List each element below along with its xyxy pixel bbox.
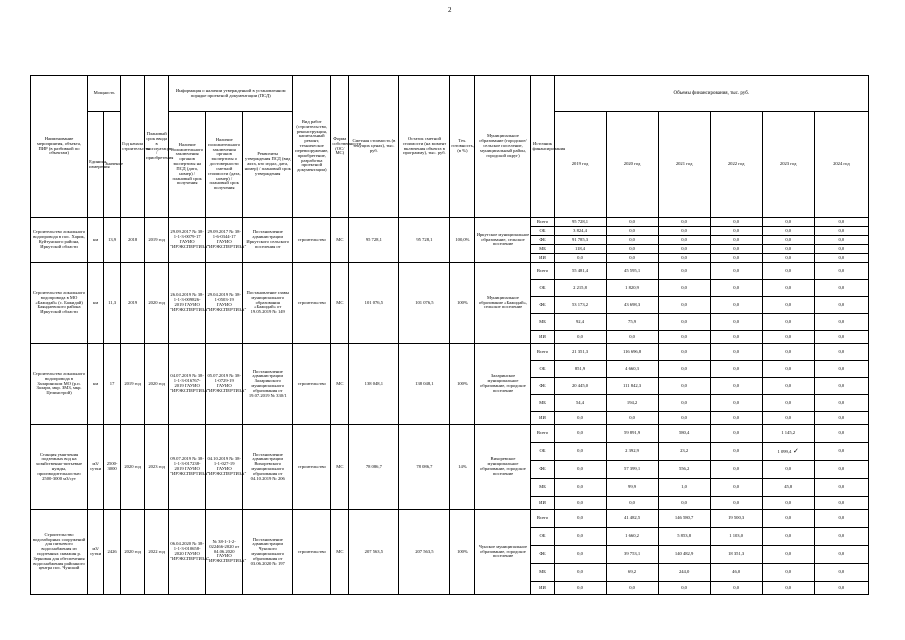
cell-funding-value: 0,0 xyxy=(554,582,606,595)
cell-object-name: Строительство водозаборных сооружений для питьевого водоснабжения из подземных скважин р. Зерновая для обеспечения водоснабжения районного центра пос. Чунский xyxy=(31,510,88,595)
cell-funding-value: 0,0 xyxy=(762,297,814,314)
cell-year-start: 2020 год xyxy=(121,425,145,510)
cell-funding-value: 556,2 xyxy=(658,461,710,479)
cell-funding-value: 0,0 xyxy=(658,227,710,236)
cell-funding-value: 0,0 xyxy=(554,443,606,461)
cell-funding-value: 0,0 xyxy=(606,218,658,227)
cell-funding-value: 45 595,1 xyxy=(606,263,658,280)
cell-funding-value: 41 482,5 xyxy=(606,510,658,528)
cell-funding-value: 0,0 xyxy=(606,245,658,254)
cell-funding-value: 111 842,3 xyxy=(606,378,658,395)
cell-source: ФБ xyxy=(531,378,554,395)
cell-object-name: Станция умягчения подземных вод на хозяйственно-питьевые нужды, производительностью 2500-3000 м3/сут xyxy=(31,425,88,510)
cell-remaining-cost: 95 728,1 xyxy=(399,218,450,263)
cell-funding-value: 0,0 xyxy=(710,218,762,227)
hdr-year: 2020 год xyxy=(606,112,658,218)
cell-municipality: Муниципальное образование «Бажидай», сельское поселение xyxy=(475,263,531,344)
cell-funding-value: 0,0 xyxy=(762,564,814,582)
cell-year-start: 2020 год xyxy=(121,510,145,595)
cell-funding-value: 0,0 xyxy=(554,564,606,582)
hdr-name: Наименование мероприятия, объекта, ПИР (в разбивкой по объектам) xyxy=(31,76,88,218)
cell-value: 2426 xyxy=(104,510,121,595)
cell-funding-value: 0,0 xyxy=(554,546,606,564)
cell-funding-value: 57 399,1 xyxy=(606,461,658,479)
cell-source: ОБ xyxy=(531,280,554,297)
cell-funding-value: 3 824,4 xyxy=(554,227,606,236)
cell-value: 2500-3000 xyxy=(104,425,121,510)
cell-funding-value: 0,0 xyxy=(762,528,814,546)
cell-funding-value: 0,0 xyxy=(606,236,658,245)
cell-funding-value: 0,0 xyxy=(814,425,868,443)
cell-psd-approval: Постановление главы муниципального образования «Бажидай» от 19.05.2019 № 149 xyxy=(243,263,293,344)
cell-source: ОБ xyxy=(531,443,554,461)
cell-ownership: МС xyxy=(331,263,349,344)
cell-funding-value: 0,0 xyxy=(762,254,814,263)
cell-funding-value: 21 351,3 xyxy=(554,344,606,361)
cell-psd-conclusion: 26.04.2019 № 38-1-1-3-009826-2019 ГАУИО "ИРЭКСПЕРТИЗА" xyxy=(169,263,206,344)
cell-funding-value: 0,0 xyxy=(814,479,868,497)
cell-funding-value: 0,0 xyxy=(606,254,658,263)
cell-source: ФБ xyxy=(531,236,554,245)
cell-funding-value: 2 215,8 xyxy=(554,280,606,297)
hdr-estimate-cost: Сметная стоимость (в текущих ценах), тыс. руб. xyxy=(349,76,399,218)
hdr-funding: Объемы финансирования, тыс. руб. xyxy=(554,76,869,112)
hdr-psd-conclusion: Наличие положительного заключения органов экспертизы на ПСД (дата, номер) / плановый срок получения xyxy=(169,112,206,218)
cell-funding-value: 0,0 xyxy=(814,331,868,344)
cell-funding-value: 1 099,4 ✓ xyxy=(762,443,814,461)
cell-remaining-cost: 78 086,7 xyxy=(399,425,450,510)
cell-estimate-cost: 78 086,7 xyxy=(349,425,399,510)
cell-funding-value: 1 103,0 xyxy=(710,528,762,546)
cell-funding-value: 0,0 xyxy=(814,280,868,297)
cell-funding-value: 59 891,9 xyxy=(606,425,658,443)
cell-source: ФБ xyxy=(531,461,554,479)
cell-funding-value: 0,0 xyxy=(710,236,762,245)
cell-deadline: 2023 год xyxy=(145,425,169,510)
cell-psd-conclusion: 04.07.2019 № 38-1-1-3-016767-2019 ГАУИО "ИРЭКСПЕРТИЗА" xyxy=(169,344,206,425)
cell-funding-value: 140 482,9 xyxy=(658,546,710,564)
cell-funding-value: 0,0 xyxy=(762,344,814,361)
hdr-year: 2021 год xyxy=(658,112,710,218)
table-row xyxy=(31,263,869,280)
hdr-deadline: Плановый срок ввода в эксплуатацию / приобретения xyxy=(145,76,169,218)
table-row xyxy=(31,510,869,528)
cell-funding-value: 0,0 xyxy=(814,395,868,412)
cell-funding-value: 0,0 xyxy=(710,254,762,263)
cell-psd-conclusion: 06.04.2020 № 38-1-1-3-010658-2020 ГАУИО "ИРЭКСПЕРТИЗА" xyxy=(169,510,206,595)
hdr-year: 2019 год xyxy=(554,112,606,218)
cell-work-type: строительство xyxy=(293,510,331,595)
hdr-value: Значение xyxy=(104,112,121,218)
cell-funding-value: 0,0 xyxy=(606,331,658,344)
cell-object-name: Строительство локального водопровода в Заларинском МО (р.п. Залари, мкр. ЗМЗ, мкр. Целинстрой) xyxy=(31,344,88,425)
cell-funding-value: 0,0 xyxy=(762,280,814,297)
cell-estimate-conclusion: 04.10.2019 № 38-1-1-027-19 ГАУИО "ИРЭКСПЕРТИЗА" xyxy=(206,425,243,510)
table-row xyxy=(31,425,869,443)
cell-psd-approval: Постановление администрации Чунского муниципального образования от 03.06.2020 № 197 xyxy=(243,510,293,595)
cell-funding-value: 0,0 xyxy=(814,497,868,510)
cell-funding-value: 0,0 xyxy=(710,263,762,280)
cell-source: Всего xyxy=(531,344,554,361)
cell-psd-conclusion: 29.09.2017 № 38-1-1-3-0079-17 ГАУИО "ИРЭКСПЕРТИЗА" xyxy=(169,218,206,263)
cell-work-type: строительство xyxy=(293,344,331,425)
cell-funding-value: 1 820,9 xyxy=(606,280,658,297)
cell-funding-value: 118,4 xyxy=(554,245,606,254)
cell-funding-value: 0,0 xyxy=(606,227,658,236)
cell-psd-approval: Постановление администрации Иркутского сельского поселения от xyxy=(243,218,293,263)
cell-funding-value: 1 660,2 xyxy=(606,528,658,546)
cell-funding-value: 2 392,9 xyxy=(606,443,658,461)
cell-ownership: МС xyxy=(331,510,349,595)
cell-deadline: 2020 год xyxy=(145,263,169,344)
cell-object-name: Строительство локального водопровода в пос. Харик, Куйтунского района, Иркутской области xyxy=(31,218,88,263)
hdr-unit: Единица измерения xyxy=(88,112,104,218)
cell-estimate-conclusion: № 38-1-1-2-022466-2020 от 04.06.2020 ГАУИО "ИРЭКСПЕРТИЗА" xyxy=(206,510,243,595)
cell-value: 11,3 xyxy=(104,263,121,344)
cell-estimate-conclusion: 05.07.2019 № 38-1-0729-19 ГАУИО "ИРЭКСПЕРТИЗА" xyxy=(206,344,243,425)
cell-funding-value: 19 500,3 xyxy=(710,510,762,528)
cell-work-type: строительство xyxy=(293,218,331,263)
cell-funding-value: 0,0 xyxy=(814,344,868,361)
cell-estimate-cost: 207 563,5 xyxy=(349,510,399,595)
cell-object-name: Строительство локального водопровода в МО «Бажидай» (с. Бажидай) Баяндаевского района Иркутской области xyxy=(31,263,88,344)
cell-funding-value: 0,0 xyxy=(710,314,762,331)
cell-funding-value: 0,0 xyxy=(658,361,710,378)
cell-funding-value: 0,0 xyxy=(554,510,606,528)
cell-funding-value: 0,0 xyxy=(814,263,868,280)
hdr-year: 2024 год xyxy=(814,112,868,218)
cell-funding-value: 55 481,4 xyxy=(554,263,606,280)
cell-source: ИИ xyxy=(531,254,554,263)
cell-funding-value: 0,0 xyxy=(762,461,814,479)
cell-funding-value: 0,0 xyxy=(814,564,868,582)
cell-funding-value: 244,0 xyxy=(658,564,710,582)
cell-funding-value: 0,0 xyxy=(762,582,814,595)
cell-funding-value: 0,0 xyxy=(606,412,658,425)
cell-funding-value: 23,2 xyxy=(658,443,710,461)
hdr-capacity: Мощность xyxy=(88,76,121,112)
cell-municipality: Иркутское муниципальное образование, сельское поселение xyxy=(475,218,531,263)
cell-funding-value: 0,0 xyxy=(658,378,710,395)
cell-funding-value: 1 145,2 xyxy=(762,425,814,443)
cell-funding-value: 46,0 xyxy=(710,564,762,582)
cell-funding-value: 0,0 xyxy=(762,497,814,510)
hdr-readiness: Тех. готовность, (в %) xyxy=(450,76,475,218)
hdr-estimate-conclusion: Наличие положительного заключения органов экспертизы о достоверности сметной стоимости (дата, номер) / плановый срок получения xyxy=(206,112,243,218)
cell-funding-value: 194,2 xyxy=(606,395,658,412)
cell-estimate-conclusion: 29.04.2019 № 38-1-0503-19 ГАУИО "ИРЭКСПЕРТИЗА" xyxy=(206,263,243,344)
cell-funding-value: 20 445,0 xyxy=(554,378,606,395)
hdr-year-start: Год начала строительства xyxy=(121,76,145,218)
hdr-year: 2022 год xyxy=(710,112,762,218)
cell-funding-value: 0,0 xyxy=(710,425,762,443)
cell-funding-value: 0,0 xyxy=(814,528,868,546)
cell-source: Всего xyxy=(531,510,554,528)
cell-readiness: 100,0% xyxy=(450,218,475,263)
cell-funding-value: 0,0 xyxy=(814,297,868,314)
cell-funding-value: 0,0 xyxy=(762,331,814,344)
cell-funding-value: 580,4 xyxy=(658,425,710,443)
cell-funding-value: 0,0 xyxy=(814,314,868,331)
cell-ownership: МС xyxy=(331,425,349,510)
cell-funding-value: 0,0 xyxy=(710,378,762,395)
cell-funding-value: 0,0 xyxy=(762,412,814,425)
cell-remaining-cost: 101 076,5 xyxy=(399,263,450,344)
cell-work-type: строительство xyxy=(293,263,331,344)
cell-funding-value: 69,2 xyxy=(606,564,658,582)
cell-funding-value: 95 728,1 xyxy=(554,218,606,227)
cell-funding-value: 0,0 xyxy=(814,254,868,263)
table-row xyxy=(31,218,869,227)
cell-funding-value: 0,0 xyxy=(710,443,762,461)
cell-funding-value: 0,0 xyxy=(554,331,606,344)
cell-funding-value: 146 580,7 xyxy=(658,510,710,528)
cell-funding-value: 0,0 xyxy=(554,461,606,479)
cell-funding-value: 0,0 xyxy=(710,582,762,595)
cell-funding-value: 851,9 xyxy=(554,361,606,378)
cell-readiness: 100% xyxy=(450,344,475,425)
cell-year-start: 2019 xyxy=(121,263,145,344)
cell-funding-value: 0,0 xyxy=(814,412,868,425)
cell-unit: км xyxy=(88,263,104,344)
cell-unit: км xyxy=(88,344,104,425)
cell-funding-value: 0,0 xyxy=(710,497,762,510)
cell-funding-value: 0,0 xyxy=(710,344,762,361)
cell-funding-value: 0,0 xyxy=(658,344,710,361)
cell-estimate-cost: 138 048,1 xyxy=(349,344,399,425)
cell-funding-value: 0,0 xyxy=(710,461,762,479)
cell-source: ОБ xyxy=(531,528,554,546)
cell-funding-value: 0,0 xyxy=(658,218,710,227)
cell-funding-value: 54,4 xyxy=(554,395,606,412)
cell-deadline: 2019 год xyxy=(145,218,169,263)
cell-funding-value: 0,0 xyxy=(814,582,868,595)
cell-readiness: 100% xyxy=(450,510,475,595)
cell-funding-value: 0,0 xyxy=(554,254,606,263)
cell-source: МБ xyxy=(531,314,554,331)
cell-source: ФБ xyxy=(531,297,554,314)
cell-psd-conclusion: 09.07.2019 № 38-1-1-3-017238-2019 ГАУИО "ИРЭКСПЕРТИЗА" xyxy=(169,425,206,510)
cell-funding-value: 0,0 xyxy=(814,236,868,245)
cell-funding-value: 0,0 xyxy=(814,546,868,564)
cell-ownership: МС xyxy=(331,344,349,425)
cell-ownership: МС xyxy=(331,218,349,263)
cell-funding-value: 75,9 xyxy=(606,314,658,331)
cell-funding-value: 91 785,3 xyxy=(554,236,606,245)
hdr-ownership: Форма собственности (ОС/МС) xyxy=(331,76,349,218)
cell-funding-value: 116 696,8 xyxy=(606,344,658,361)
cell-municipality: Заларинское муниципальное образование, городское поселение xyxy=(475,344,531,425)
check-mark-icon: ✓ xyxy=(791,446,799,455)
cell-funding-value: 0,0 xyxy=(814,218,868,227)
cell-funding-value: 0,0 xyxy=(814,227,868,236)
cell-funding-value: 0,0 xyxy=(658,582,710,595)
cell-funding-value: 0,0 xyxy=(762,546,814,564)
cell-funding-value: 0,0 xyxy=(658,245,710,254)
cell-funding-value: 0,0 xyxy=(658,395,710,412)
cell-funding-value: 53 173,2 xyxy=(554,297,606,314)
cell-funding-value: 0,0 xyxy=(710,331,762,344)
cell-remaining-cost: 207 563,5 xyxy=(399,510,450,595)
cell-estimate-conclusion: 29.09.2017 № 38-1-6-0344-17 ГАУИО "ИРЭКСПЕРТИЗА" xyxy=(206,218,243,263)
cell-municipality: Вихоревское муниципальное образование, городское поселение xyxy=(475,425,531,510)
table-body xyxy=(31,218,869,595)
cell-source: Всего xyxy=(531,218,554,227)
hdr-psd-approval: Реквизиты утверждения ПСД (вид акта, кто издал, дата, номер) / плановый срок утверждения xyxy=(243,112,293,218)
cell-estimate-cost: 95 728,1 xyxy=(349,218,399,263)
cell-value: 13,9 xyxy=(104,218,121,263)
hdr-source: Источник финансирования xyxy=(531,76,554,218)
cell-funding-value: 0,0 xyxy=(814,443,868,461)
cell-funding-value: 0,0 xyxy=(814,245,868,254)
cell-funding-value: 0,0 xyxy=(658,254,710,263)
cell-funding-value: 0,0 xyxy=(762,361,814,378)
hdr-year: 2023 год xyxy=(762,112,814,218)
cell-funding-value: 1,0 xyxy=(658,479,710,497)
cell-work-type: строительство xyxy=(293,425,331,510)
cell-funding-value: 0,0 xyxy=(762,227,814,236)
cell-funding-value: 0,0 xyxy=(762,263,814,280)
cell-year-start: 2019 год xyxy=(121,344,145,425)
cell-year-start: 2018 xyxy=(121,218,145,263)
cell-funding-value: 0,0 xyxy=(554,412,606,425)
cell-funding-value: 39 753,1 xyxy=(606,546,658,564)
cell-funding-value: 0,0 xyxy=(710,412,762,425)
cell-funding-value: 0,0 xyxy=(554,497,606,510)
cell-funding-value: 0,0 xyxy=(710,395,762,412)
cell-funding-value: 92,4 xyxy=(554,314,606,331)
cell-funding-value: 0,0 xyxy=(554,425,606,443)
hdr-psd-info: Информация о наличии утвержденной в установленном порядке проектной документации (ПСД) xyxy=(169,76,293,112)
cell-source: ИИ xyxy=(531,497,554,510)
cell-funding-value: 0,0 xyxy=(658,297,710,314)
hdr-remaining-cost: Остаток сметной стоимости (на момент включения объекта в программу), тыс. руб. xyxy=(399,76,450,218)
investment-table xyxy=(30,75,869,595)
cell-funding-value: 0,0 xyxy=(762,245,814,254)
page-number: 2 xyxy=(448,6,452,14)
cell-funding-value: 0,0 xyxy=(762,378,814,395)
cell-funding-value: 0,0 xyxy=(762,218,814,227)
hdr-work-type: Вид работ (строительство, реконструкция, капитальный ремонт, техническое перевооружение, приобретение, разработка проектной документации) xyxy=(293,76,331,218)
cell-funding-value: 0,0 xyxy=(658,263,710,280)
table-row xyxy=(31,344,869,361)
cell-funding-value: 43 698,3 xyxy=(606,297,658,314)
cell-funding-value: 0,0 xyxy=(762,314,814,331)
cell-funding-value: 0,0 xyxy=(606,582,658,595)
cell-funding-value: 0,0 xyxy=(710,479,762,497)
cell-funding-value: 4 660,3 xyxy=(606,361,658,378)
cell-source: ИИ xyxy=(531,412,554,425)
cell-funding-value: 0,0 xyxy=(554,528,606,546)
cell-funding-value: 0,0 xyxy=(658,331,710,344)
cell-funding-value: 5 853,8 xyxy=(658,528,710,546)
cell-funding-value: 0,0 xyxy=(814,378,868,395)
cell-funding-value: 0,0 xyxy=(762,395,814,412)
cell-source: ОБ xyxy=(531,227,554,236)
cell-estimate-cost: 101 076,5 xyxy=(349,263,399,344)
cell-funding-value: 0,0 xyxy=(762,510,814,528)
cell-unit: м3/сутки xyxy=(88,510,104,595)
cell-source: МБ xyxy=(531,479,554,497)
cell-value: 17 xyxy=(104,344,121,425)
cell-funding-value: 0,0 xyxy=(710,227,762,236)
cell-funding-value: 0,0 xyxy=(814,461,868,479)
cell-funding-value: 0,0 xyxy=(658,412,710,425)
cell-remaining-cost: 138 048,1 xyxy=(399,344,450,425)
cell-funding-value: 0,0 xyxy=(814,361,868,378)
cell-source: ОБ xyxy=(531,361,554,378)
cell-deadline: 2020 год xyxy=(145,344,169,425)
cell-source: МБ xyxy=(531,564,554,582)
cell-funding-value: 99,9 xyxy=(606,479,658,497)
cell-funding-value: 0,0 xyxy=(658,280,710,297)
cell-funding-value: 0,0 xyxy=(658,497,710,510)
cell-funding-value: 45,8 xyxy=(762,479,814,497)
cell-funding-value: 0,0 xyxy=(710,245,762,254)
cell-source: ФБ xyxy=(531,546,554,564)
cell-source: Всего xyxy=(531,425,554,443)
cell-unit: м3/сутки xyxy=(88,425,104,510)
cell-funding-value: 0,0 xyxy=(710,297,762,314)
cell-funding-value: 0,0 xyxy=(658,314,710,331)
cell-psd-approval: Постановление администрации Заларинского муниципального образования от 19.07.2019 № 330/1 xyxy=(243,344,293,425)
cell-source: МБ xyxy=(531,245,554,254)
cell-source: ИИ xyxy=(531,331,554,344)
hdr-municipality: Муниципальное образование (городское/сельское поселение, муниципальный район, городской округ) xyxy=(475,76,531,218)
cell-deadline: 2022 год xyxy=(145,510,169,595)
cell-source: Всего xyxy=(531,263,554,280)
cell-funding-value: 0,0 xyxy=(814,510,868,528)
cell-source: ИИ xyxy=(531,582,554,595)
cell-readiness: 14% xyxy=(450,425,475,510)
cell-funding-value: 0,0 xyxy=(606,497,658,510)
cell-unit: км xyxy=(88,218,104,263)
cell-funding-value: 0,0 xyxy=(710,361,762,378)
cell-funding-value: 18 351,3 xyxy=(710,546,762,564)
cell-source: МБ xyxy=(531,395,554,412)
cell-funding-value: 0,0 xyxy=(710,280,762,297)
cell-readiness: 100% xyxy=(450,263,475,344)
cell-psd-approval: Постановление администрации Вихоревского муниципального образования от 04.10.2019 № 206 xyxy=(243,425,293,510)
cell-funding-value: 0,0 xyxy=(762,236,814,245)
cell-funding-value: 0,0 xyxy=(554,479,606,497)
cell-funding-value: 0,0 xyxy=(658,236,710,245)
cell-municipality: Чунское муниципальное образование, городское поселение xyxy=(475,510,531,595)
